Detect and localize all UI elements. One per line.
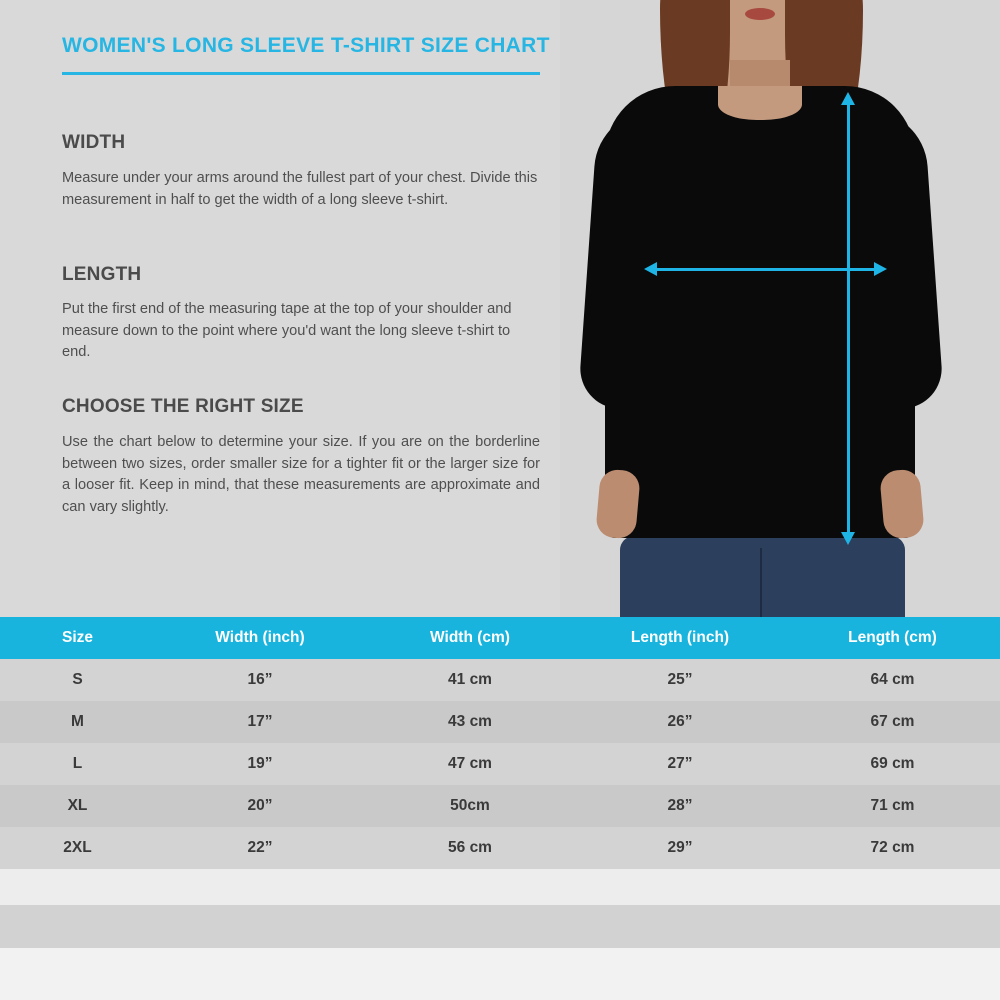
length-arrow-head-bottom	[841, 532, 855, 545]
width-arrow-line	[656, 268, 876, 271]
cell-length-inch: 27”	[667, 755, 693, 772]
cell-width-cm: 47 cm	[448, 755, 492, 772]
footer-band-light	[0, 869, 1000, 905]
table-row	[0, 785, 1000, 827]
cell-width-cm: 43 cm	[448, 713, 492, 730]
cell-length-cm: 71 cm	[870, 797, 915, 814]
model-illustration	[560, 0, 1000, 617]
shirt-collar	[718, 86, 802, 120]
width-arrow-head-left	[644, 262, 657, 276]
table-row	[0, 827, 1000, 869]
cell-length-cm: 69 cm	[870, 755, 915, 772]
length-arrow-head-top	[841, 92, 855, 105]
cell-width-cm: 50cm	[450, 797, 490, 814]
cell-width-cm: 56 cm	[448, 839, 492, 856]
length-heading: LENGTH	[62, 264, 142, 285]
model-lips	[745, 8, 775, 20]
table-row	[0, 659, 1000, 701]
cell-length-inch: 29”	[667, 839, 693, 856]
shirt-body	[605, 86, 915, 538]
cell-length-cm: 72 cm	[870, 839, 915, 856]
table-row	[0, 743, 1000, 785]
width-heading: WIDTH	[62, 132, 126, 153]
page-title: WOMEN'S LONG SLEEVE T-SHIRT SIZE CHART	[62, 34, 550, 57]
cell-length-inch: 25”	[667, 671, 693, 688]
cell-width-cm: 41 cm	[448, 671, 492, 688]
cell-length-inch: 28”	[667, 797, 693, 814]
cell-size: S	[72, 671, 83, 688]
width-arrow-head-right	[874, 262, 887, 276]
model-hand-left	[595, 468, 641, 539]
cell-size: L	[72, 755, 83, 772]
footer-band-gray	[0, 905, 1000, 948]
column-header-length-inch: Length (inch)	[630, 629, 730, 646]
cell-width-inch: 19”	[247, 755, 273, 772]
cell-length-inch: 26”	[667, 713, 693, 730]
column-header-width-inch: Width (inch)	[215, 629, 305, 646]
cell-width-inch: 20”	[247, 797, 273, 814]
cell-size: M	[71, 713, 84, 730]
cell-width-inch: 17”	[247, 713, 273, 730]
cell-width-inch: 16”	[247, 671, 273, 688]
column-header-width-cm: Width (cm)	[430, 629, 510, 646]
cell-size: 2XL	[63, 839, 92, 856]
column-header-size: Size	[61, 629, 93, 646]
table-header-row	[0, 617, 1000, 659]
table-row	[0, 701, 1000, 743]
column-header-length-cm: Length (cm)	[848, 629, 937, 646]
model-jeans	[620, 536, 905, 617]
cell-width-inch: 22”	[247, 839, 273, 856]
length-arrow-line	[847, 104, 850, 534]
choose-size-heading: CHOOSE THE RIGHT SIZE	[62, 396, 304, 417]
width-description: Measure under your arms around the fullest part of your chest. Divide this measurement in half to get the width of a long sleeve t-shirt.	[62, 170, 538, 208]
cell-length-cm: 67 cm	[870, 713, 915, 730]
model-hand-right	[879, 468, 925, 539]
size-table	[0, 617, 1000, 869]
length-description: Put the first end of the measuring tape at the top of your shoulder and measure down to the point where you'd want the long sleeve t-shirt to end.	[62, 301, 512, 360]
choose-size-description: Use the chart below to determine your size. If you are on the borderline between two sizes, order smaller size for a tighter fit or the larger size for a looser fit. Keep in mind, that these measurements are approximate and can vary slightly.	[62, 434, 540, 515]
title-underline	[62, 72, 540, 75]
jeans-seam	[760, 548, 762, 617]
cell-length-cm: 64 cm	[870, 671, 915, 688]
cell-size: XL	[67, 797, 88, 814]
footer-band-bottom	[0, 948, 1000, 1000]
